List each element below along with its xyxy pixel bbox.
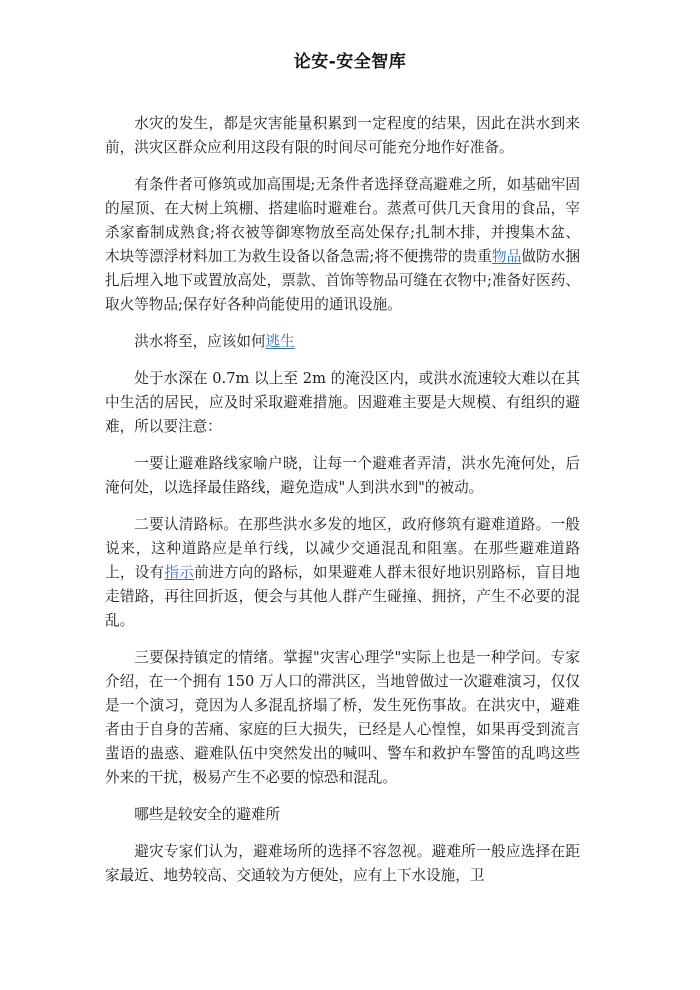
paragraph-text: 哪些是较安全的避难所 xyxy=(134,806,281,823)
paragraph-text: 一要让避难路线家喻户晓，让每一个避难者弄清，洪水先淹何处，后淹何处，以选择最佳路线，避免造成"人到洪水到"的被动。 xyxy=(105,455,580,496)
section-heading xyxy=(105,330,580,354)
paragraph-text: 二要认清路标。在那些洪水多发的地区，政府修筑有避难道路。一般说来，这种道路应是单行线，以减少交通混乱和阻塞。在那些避难道路上，设有 xyxy=(105,516,580,581)
inline-link[interactable]: 物品 xyxy=(491,248,522,265)
paragraph xyxy=(105,513,580,633)
paragraph-text: 三要保持镇定的情绪。掌握"灾害心理学"实际上也是一种学问。专家介绍，在一个拥有 150 万人口的滞洪区，当地曾做过一次避难演习，仅仅是一个演习，竟因为人多混乱挤塌了桥，发生死伤事故。在洪灾中，避难者由于自身的苦痛、家庭的巨大损失，已经是人心惶惶，如果再受到流言蜚语的蛊惑、避难队伍中突然发出的喊叫、警车和救护车警笛的乱鸣这些外来的干扰，极易产生不必要的惊恐和混乱。 xyxy=(105,649,580,786)
paragraph-text: 处于水深在 0.7m 以上至 2m 的淹没区内，或洪水流速较大难以在其中生活的居民，应及时采取避难措施。因避难主要是大规模、有组织的避难，所以要注意： xyxy=(105,370,580,435)
paragraph-text: 避灾专家们认为，避难场所的选择不容忽视。避难所一般应选择在距家最近、地势较高、交通较为方便处，应有上下水设施，卫 xyxy=(105,843,580,884)
inline-link[interactable]: 指示 xyxy=(164,564,195,581)
section-heading xyxy=(105,803,580,827)
paragraph-text: 有条件者可修筑或加高围堤;无条件者选择登高避难之所，如基础牢固的屋顶、在大树上筑棚、搭建临时避难台。蒸煮可供几天食用的食品，宰杀家畜制成熟食;将衣被等御寒物放至高处保存;扎制木排，并搜集木盆、木块等漂浮材料加工为救生设备以备急需;将不便携带的贵重 xyxy=(105,176,580,265)
paragraph xyxy=(105,840,580,888)
paragraph-text: 做防水捆扎后埋入地下或置放高处，票款、首饰等物品可缝在衣物中;准备好医药、取火等物品;保存好各种尚能使用的通讯设施。 xyxy=(105,248,580,313)
document-body xyxy=(105,112,580,888)
paragraph xyxy=(105,452,580,500)
paragraph xyxy=(105,367,580,439)
paragraph-text: 水灾的发生，都是灾害能量积累到一定程度的结果，因此在洪水到来前，洪灾区群众应利用这段有限的时间尽可能充分地作好准备。 xyxy=(105,115,580,156)
inline-link[interactable]: 逃生 xyxy=(265,333,295,350)
document-title: 论安-安全智库 xyxy=(293,52,407,72)
paragraph-text: 洪水将至，应该如何 xyxy=(134,333,266,350)
paragraph xyxy=(105,112,580,160)
paragraph-text: 前进方向的路标，如果避难人群未很好地识别路标，盲目地走错路，再往回折返，便会与其他人群产生碰撞、拥挤，产生不必要的混乱。 xyxy=(105,564,580,629)
paragraph xyxy=(105,173,580,317)
paragraph xyxy=(105,646,580,790)
